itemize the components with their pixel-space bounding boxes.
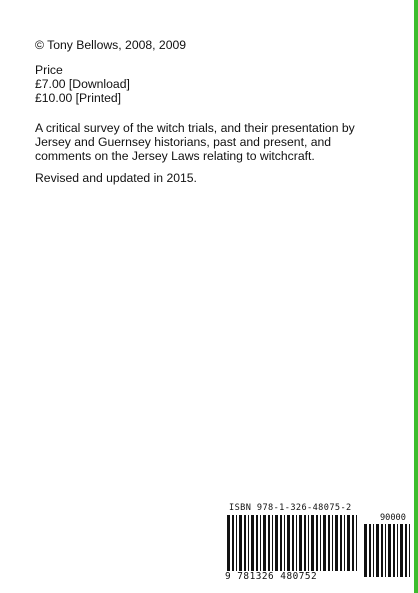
barcode-bar <box>328 515 330 571</box>
barcode-bar <box>292 515 294 571</box>
price-download: £7.00 [Download] <box>35 77 130 91</box>
barcode-bar <box>296 515 297 571</box>
barcode-bar <box>287 515 290 571</box>
barcode-bar <box>385 524 386 577</box>
description-line-1: A critical survey of the witch trials, and their presentation by <box>35 121 355 135</box>
barcode-bar <box>356 515 357 571</box>
price-block <box>35 63 130 105</box>
barcode-bar <box>364 524 367 577</box>
book-description <box>35 121 395 163</box>
barcode-bar <box>352 515 354 571</box>
barcode-bar <box>248 515 249 571</box>
barcode-bar <box>256 515 258 571</box>
barcode-bar <box>244 515 246 571</box>
barcode-bar <box>347 515 350 571</box>
barcode-bar <box>236 515 237 571</box>
barcode-bar <box>304 515 306 571</box>
barcode-bar <box>311 515 314 571</box>
barcode-bar <box>260 515 261 571</box>
barcode-bar <box>308 515 309 571</box>
barcode-bar <box>409 524 410 577</box>
barcode-bar <box>227 515 230 571</box>
barcode-bar <box>373 524 374 577</box>
barcode-bar <box>323 515 326 571</box>
barcode-bar <box>280 515 282 571</box>
barcode-bar <box>376 524 379 577</box>
addon-bars <box>362 524 412 577</box>
price-printed: £10.00 [Printed] <box>35 91 122 105</box>
barcode-bar <box>239 515 242 571</box>
barcode-bar <box>299 515 302 571</box>
barcode-bar <box>344 515 345 571</box>
barcode-bar <box>275 515 278 571</box>
barcode-bar <box>251 515 254 571</box>
barcode-bar <box>232 515 234 571</box>
barcode-bar <box>284 515 285 571</box>
barcode-bar <box>335 515 338 571</box>
barcode-bar <box>320 515 321 571</box>
ean-digits: 9 781326 480752 <box>225 571 318 582</box>
barcode-bar <box>268 515 270 571</box>
barcode-bar <box>393 524 395 577</box>
description-line-3: comments on the Jersey Laws relating to witchcraft. <box>35 149 315 163</box>
barcode-bar <box>316 515 318 571</box>
addon-label: 90000 <box>380 513 406 523</box>
barcode-bar <box>400 524 403 577</box>
barcode-bar <box>388 524 391 577</box>
barcode-bar <box>397 524 398 577</box>
price-heading: Price <box>35 63 63 77</box>
barcode-bar <box>369 524 371 577</box>
barcode-bar <box>332 515 333 571</box>
barcode-bar <box>263 515 266 571</box>
revised-note: Revised and updated in 2015. <box>35 171 197 185</box>
barcode-bar <box>381 524 383 577</box>
barcode-bar <box>272 515 273 571</box>
ean-bars <box>225 515 360 577</box>
barcode-bar <box>340 515 342 571</box>
copyright-notice: © Tony Bellows, 2008, 2009 <box>35 38 187 52</box>
barcode-bar <box>405 524 407 577</box>
isbn-barcode <box>225 503 415 583</box>
description-line-2: Jersey and Guernsey historians, past and present, and <box>35 135 332 149</box>
isbn-label: ISBN 978-1-326-48075-2 <box>229 503 352 513</box>
